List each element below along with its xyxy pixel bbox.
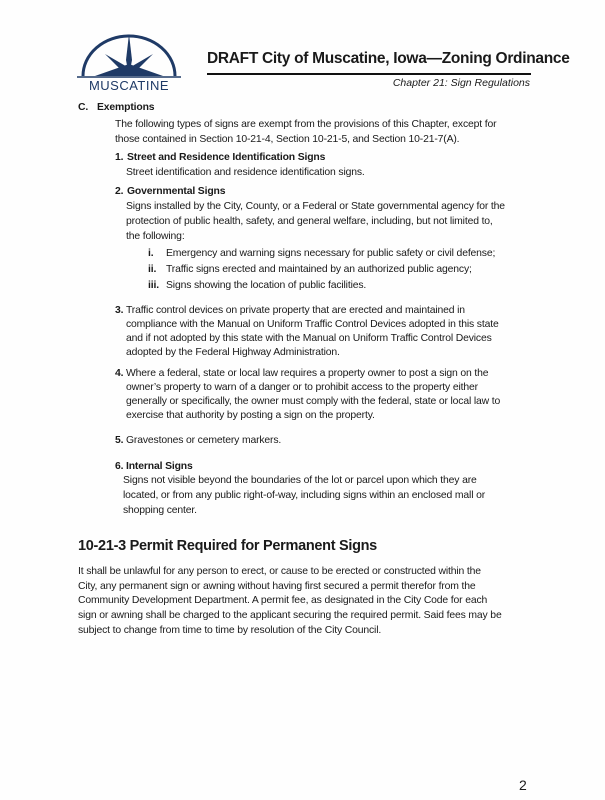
text-line: Where a federal, state or local law requires a property owner to post a sign on the (126, 368, 489, 379)
item-number: 1. (115, 152, 124, 163)
text-line: Signs installed by the City, County, or a Federal or State governmental agency for the (126, 201, 505, 212)
item-title: Governmental Signs (127, 186, 226, 197)
text-line: The following types of signs are exempt from the provisions of this Chapter, except for (115, 119, 497, 130)
subitem-text: Signs showing the location of public facilities. (166, 280, 367, 291)
muscatine-logo (75, 32, 185, 92)
section-label: C. (78, 102, 89, 113)
text-line: generally or specifically, the owner must comply with the federal, state or local law to (126, 396, 501, 407)
text-line: Gravestones or cemetery markers. (126, 435, 282, 446)
text-line: located, or from any public right-of-way, including signs within an enclosed mall or (123, 490, 486, 501)
text-line: shopping center. (123, 505, 197, 516)
document-title: DRAFT City of Muscatine, Iowa—Zoning Ordinance (207, 50, 570, 67)
page-number: 2 (519, 777, 527, 793)
text-line: Signs not visible beyond the boundaries of the lot or parcel upon which they are (123, 475, 477, 486)
text-line: Community Development Department. A permit fee, as designated in the City Code for each (78, 595, 488, 606)
title-underline (207, 73, 531, 75)
section-heading: 10-21-3 Permit Required for Permanent Signs (78, 538, 377, 554)
text-line: Traffic control devices on private property that are erected and maintained in (126, 305, 465, 316)
text-line: adopted by the Federal Highway Administration. (126, 347, 340, 358)
section-title: Exemptions (97, 102, 155, 113)
text-line: exercise that authority by posting a sign on the property. (126, 410, 375, 421)
text-line: compliance with the Manual on Uniform Traffic Control Devices adopted in this state (126, 319, 499, 330)
item-title: Internal Signs (126, 461, 193, 472)
subitem-number: i. (148, 248, 154, 259)
subitem-text: Emergency and warning signs necessary for public safety or civil defense; (166, 248, 496, 259)
svg-text:MUSCATINE: MUSCATINE (88, 78, 170, 92)
item-number: 6. (115, 461, 124, 472)
chapter-subtitle: Chapter 21: Sign Regulations (392, 77, 530, 89)
text-line: the following: (126, 231, 185, 242)
text-line: those contained in Section 10-21-4, Section 10-21-5, and Section 10-21-7(A). (115, 134, 460, 145)
text-line: owner’s property to warn of a danger or to prohibit access to the property either (126, 382, 478, 393)
item-number: 2. (115, 186, 124, 197)
item-number: 5. (115, 435, 124, 446)
text-line: City, any permanent sign or awning without having first secured a permit therefor from the (78, 581, 476, 592)
item-number: 4. (115, 368, 124, 379)
text-line: protection of public health, safety, and general welfare, including, but not limited to, (126, 216, 493, 227)
subitem-number: ii. (148, 264, 157, 275)
text-line: Street identification and residence identification signs. (126, 167, 365, 178)
subitem-number: iii. (148, 280, 159, 291)
item-number: 3. (115, 305, 124, 316)
item-title: Street and Residence Identification Signs (127, 152, 326, 163)
text-line: It shall be unlawful for any person to erect, or cause to be erected or constructed within the (78, 566, 481, 577)
text-line: sign or awning shall be charged to the applicant securing the required permit. Said fees may be (78, 610, 502, 621)
text-line: subject to change from time to time by resolution of the City Council. (78, 625, 382, 636)
text-line: and if not adopted by this state with the Manual on Uniform Traffic Control Devices (126, 333, 492, 344)
subitem-text: Traffic signs erected and maintained by an authorized public agency; (166, 264, 472, 275)
